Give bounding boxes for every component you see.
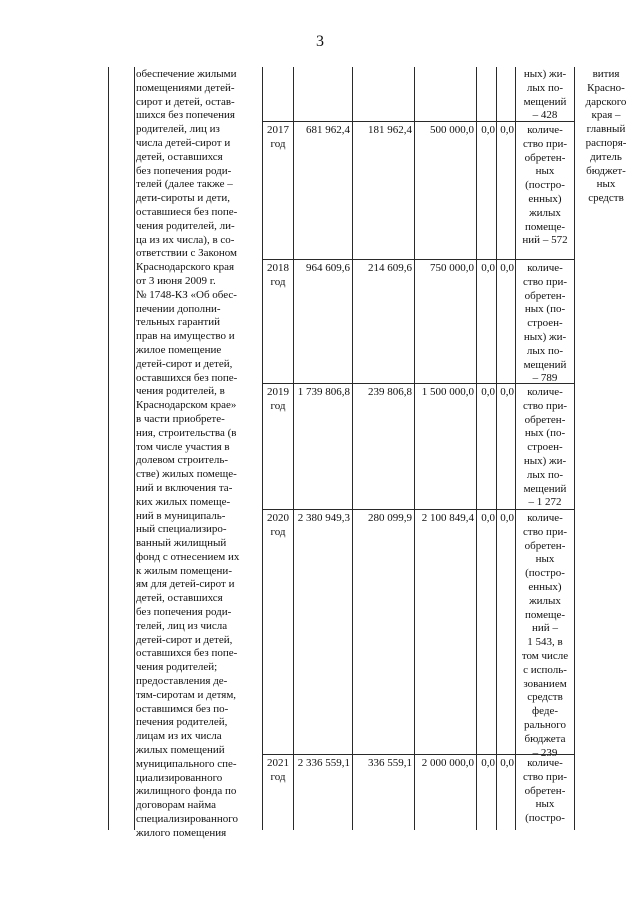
amount-regional: 280 099,9: [368, 512, 412, 524]
result-line: обретен-: [524, 151, 566, 164]
description-line: чения родителей, ли-: [136, 219, 235, 232]
result-line: бюджета: [524, 732, 566, 745]
result-line: обретен-: [524, 413, 566, 426]
amount-other: 0,0: [500, 124, 514, 136]
year-line: год: [270, 770, 286, 783]
description-line: фонд с отнесением их: [136, 550, 240, 563]
description-line: ответствии с Законом: [136, 247, 237, 260]
description-line: сирот и детей, остав-: [136, 95, 235, 108]
description-line: печении дополни-: [136, 302, 221, 315]
row-result: [517, 386, 573, 510]
executor-line: края –: [591, 109, 621, 122]
amount-total: 2 336 559,1: [297, 757, 350, 769]
description-line: жилое помещение: [136, 343, 222, 356]
description-line: детей, оставшихся: [136, 592, 223, 605]
executor-line: ных: [596, 178, 616, 191]
description-line: родителей, лиц из: [136, 123, 220, 136]
description-line: ца из их числа), в со-: [136, 233, 235, 246]
description-line: № 1748-КЗ «Об обес-: [136, 288, 237, 301]
description-line: телей, лиц из числа: [136, 619, 228, 632]
amount-total: 964 609,6: [306, 262, 350, 274]
column-divider: [496, 67, 497, 830]
result-line: обретен-: [524, 539, 566, 552]
column-divider: [293, 67, 294, 830]
amount-federal: 2 100 849,4: [421, 512, 474, 524]
description-line: ям для детей-сирот и: [136, 578, 235, 591]
result-line: ных: [535, 798, 555, 811]
description-line: оставшимся без по-: [136, 702, 229, 715]
executor-line: вития: [592, 68, 620, 80]
result-line: количе-: [527, 757, 563, 769]
description-line: тям-сиротам и детям,: [136, 688, 237, 701]
row-result: [517, 757, 573, 826]
amount-other: 0,0: [500, 512, 514, 524]
result-line: (постро-: [525, 812, 565, 825]
result-line: ных: [535, 553, 555, 566]
description-line: Краснодарском крае»: [136, 399, 237, 412]
amount-total: 1 739 806,8: [297, 386, 350, 398]
result-line: ных: [535, 165, 555, 178]
result-line: феде-: [531, 705, 558, 718]
description-line: стве) жилых помеще-: [136, 468, 237, 481]
result-line: мещений: [523, 482, 567, 495]
description-line: шихся без попечения: [136, 109, 235, 122]
description-line: к жилым помещени-: [136, 564, 232, 577]
result-line: (постро-: [525, 567, 565, 580]
description-line: оставшиеся без попе-: [136, 205, 238, 218]
result-line: с исполь-: [523, 663, 567, 676]
description-line: печения родителей,: [136, 716, 228, 729]
result-line: ных) жи-: [523, 454, 567, 467]
result-line: том числе: [521, 649, 569, 662]
row-year: [263, 757, 293, 785]
result-line: строен-: [527, 441, 563, 454]
year-line: год: [270, 275, 286, 288]
result-line: 1 543, в: [527, 636, 563, 649]
result-line: (постро-: [525, 179, 565, 192]
description-line: жилищного фонда по: [136, 785, 237, 798]
amount-local: 0,0: [481, 757, 495, 769]
result-line: ство при-: [523, 275, 567, 288]
description-line: тельных гарантий: [136, 316, 220, 329]
executor-line: распоря-: [585, 136, 627, 149]
executor-line: дитель: [590, 150, 622, 163]
amount-regional: 181 962,4: [368, 124, 412, 136]
year-line: 2020: [267, 512, 289, 524]
description-line: ванный жилищный: [136, 537, 227, 550]
description-line: оставшихся без попе-: [136, 647, 238, 660]
column-divider: [352, 67, 353, 830]
executor-line: главный: [586, 123, 626, 136]
result-line: количе-: [527, 386, 563, 398]
result-line: енных): [528, 192, 562, 205]
column-divider: [414, 67, 415, 830]
description-line: долевом строитель-: [136, 454, 229, 467]
result-line: обретен-: [524, 289, 566, 302]
description-line: специализированного: [136, 813, 238, 826]
row-year: [263, 386, 293, 414]
amount-other: 0,0: [500, 262, 514, 274]
row-year: [263, 262, 293, 290]
description-line: ний в муниципаль-: [136, 509, 226, 522]
column-divider: [262, 67, 263, 830]
description-line: ких жилых помеще-: [136, 495, 231, 508]
executor-line: Красно-: [587, 81, 625, 94]
result-line: ных (по-: [524, 427, 566, 440]
year-line: 2019: [267, 386, 289, 398]
result-line: лых по-: [526, 468, 564, 481]
amount-federal: 500 000,0: [430, 124, 474, 136]
page-number: 3: [316, 33, 324, 50]
amount-federal: 1 500 000,0: [421, 386, 474, 398]
amount-other: 0,0: [500, 757, 514, 769]
description-line: детей, оставшихся: [136, 150, 223, 163]
result-line: количе-: [527, 512, 563, 524]
result-line: ний –: [532, 622, 558, 635]
year-line: 2021: [267, 757, 289, 769]
result-line: ство при-: [523, 137, 567, 150]
executor-text: [575, 68, 637, 206]
description-line: лицам из их числа: [136, 730, 222, 743]
description-line: без попечения роди-: [136, 606, 232, 619]
measure-description: [136, 68, 260, 841]
result-line: ний – 572: [522, 234, 568, 247]
row-year: [263, 512, 293, 540]
year-line: год: [270, 399, 286, 412]
amount-local: 0,0: [481, 386, 495, 398]
result-line: строен-: [527, 317, 563, 330]
description-line: дети-сироты и дети,: [136, 192, 230, 205]
result-line: обретен-: [524, 784, 566, 797]
column-divider: [134, 67, 135, 830]
result-line: ных) жи-: [523, 68, 567, 80]
year-line: 2018: [267, 262, 289, 274]
amount-regional: 336 559,1: [368, 757, 412, 769]
amount-federal: 750 000,0: [430, 262, 474, 274]
year-line: 2017: [267, 124, 289, 136]
amount-regional: 239 806,8: [368, 386, 412, 398]
amount-federal: 2 000 000,0: [421, 757, 474, 769]
table-border-left: [108, 67, 109, 830]
row-result: [517, 262, 573, 386]
amount-total: 681 962,4: [306, 124, 350, 136]
description-line: жилого помещения: [136, 826, 227, 839]
result-continuation: [517, 68, 573, 123]
result-line: рального: [523, 718, 567, 731]
result-line: ство при-: [523, 399, 567, 412]
description-line: телей (далее также –: [136, 178, 233, 191]
description-line: чения родителей, в: [136, 385, 225, 398]
result-line: ных) жи-: [523, 330, 567, 343]
result-line: ство при-: [523, 770, 567, 783]
description-line: прав на имущество и: [136, 330, 235, 343]
description-line: жилых помещений: [136, 744, 225, 757]
amount-other: 0,0: [500, 386, 514, 398]
year-line: год: [270, 525, 286, 538]
description-line: том числе участия в: [136, 440, 230, 453]
description-line: без попечения роди-: [136, 164, 232, 177]
result-line: – 239: [532, 746, 558, 759]
result-line: зованием: [523, 677, 567, 690]
amount-local: 0,0: [481, 262, 495, 274]
row-year: [263, 124, 293, 152]
amount-local: 0,0: [481, 512, 495, 524]
amount-total: 2 380 949,3: [297, 512, 350, 524]
result-line: средств: [527, 691, 563, 704]
result-line: количе-: [527, 262, 563, 274]
description-line: предоставления де-: [136, 675, 228, 688]
description-line: от 3 июня 2009 г.: [136, 274, 216, 287]
executor-line: средств: [588, 192, 624, 205]
result-line: ных (по-: [524, 303, 566, 316]
description-line: циализированного: [136, 771, 223, 784]
result-line: жилых: [529, 594, 561, 607]
result-line: помеще-: [524, 220, 566, 233]
row-result: [517, 512, 573, 760]
result-line: – 1 272: [528, 496, 562, 509]
description-line: ния, строительства (в: [136, 426, 237, 439]
result-line: – 428: [532, 109, 558, 122]
description-line: Краснодарского края: [136, 261, 235, 274]
column-divider: [515, 67, 516, 830]
amount-local: 0,0: [481, 124, 495, 136]
result-line: мещений: [523, 358, 567, 371]
description-line: оставшихся без попе-: [136, 371, 238, 384]
description-line: ний и включения та-: [136, 481, 233, 494]
description-line: в части приобрете-: [136, 412, 225, 425]
executor-line: дарского: [585, 95, 627, 108]
result-line: жилых: [529, 206, 561, 219]
result-line: количе-: [527, 124, 563, 136]
description-line: муниципального спе-: [136, 757, 237, 770]
result-line: помеще-: [524, 608, 566, 621]
result-line: мещений: [523, 95, 567, 108]
executor-line: бюджет-: [586, 164, 626, 177]
column-divider: [476, 67, 477, 830]
result-line: – 789: [532, 372, 558, 385]
description-line: помещениями детей-: [136, 81, 235, 94]
result-line: лых по-: [526, 81, 564, 94]
description-line: чения родителей;: [136, 661, 218, 674]
description-line: числа детей-сирот и: [136, 136, 231, 149]
amount-regional: 214 609,6: [368, 262, 412, 274]
description-line: обеспечение жилыми: [136, 68, 237, 80]
result-line: енных): [528, 580, 562, 593]
description-line: договорам найма: [136, 799, 216, 812]
row-divider: [262, 259, 575, 260]
result-line: лых по-: [526, 344, 564, 357]
result-line: ство при-: [523, 525, 567, 538]
description-line: детей-сирот и детей,: [136, 357, 233, 370]
year-line: год: [270, 137, 286, 150]
description-line: ный специализиро-: [136, 523, 227, 536]
row-result: [517, 124, 573, 248]
description-line: детей-сирот и детей,: [136, 633, 233, 646]
